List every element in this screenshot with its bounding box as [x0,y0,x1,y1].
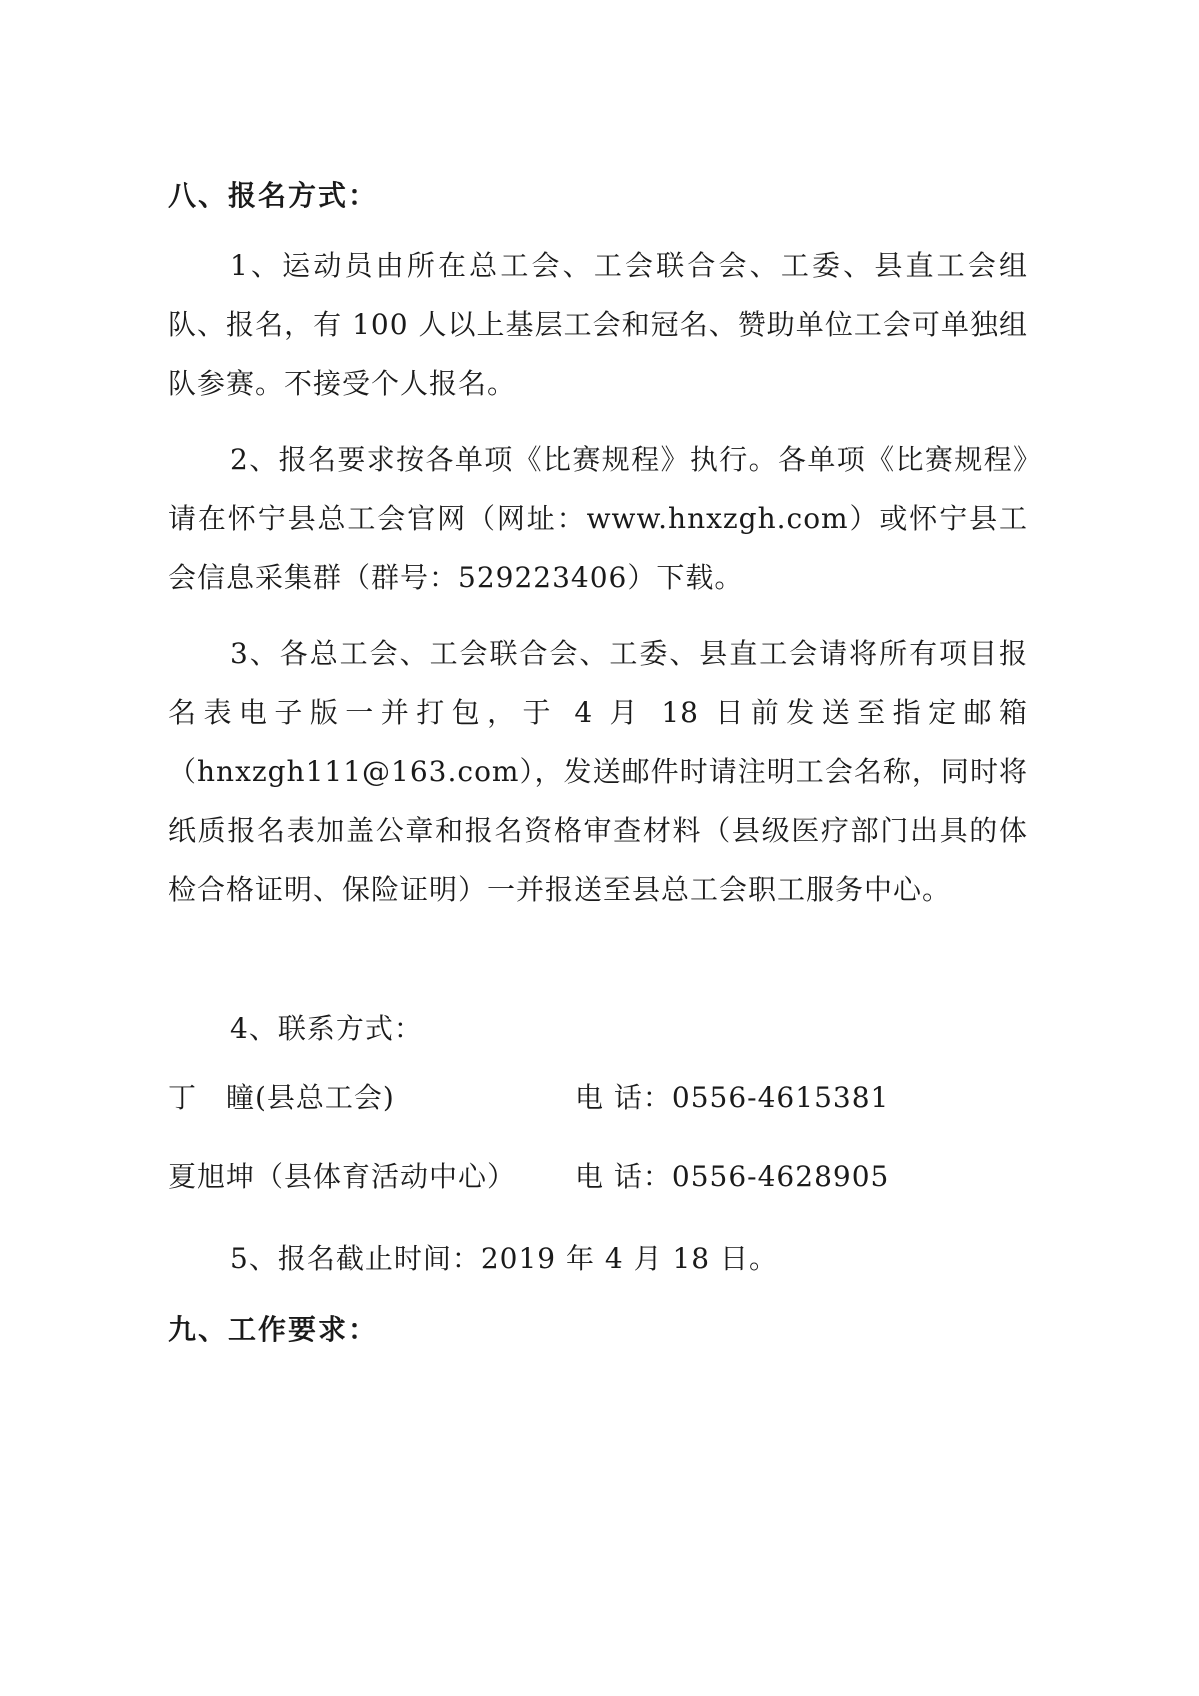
section-9-heading: 九、工作要求： [168,1313,379,1346]
contact-phone-2: 电 话：0556-4628905 [575,1160,890,1193]
section-8-heading: 八、报名方式： [168,179,379,212]
paragraph-item-1: 1、运动员由所在总工会、工会联合会、工委、县直工会组队、报名，有 100 人以上基层工会和冠名、赞助单位工会可单独组队参赛。不接受个人报名。 [168,249,1028,400]
contact-phone-1: 电 话：0556-4615381 [575,1081,890,1114]
paragraph-item-4: 4、联系方式： [230,1012,423,1045]
paragraph-item-2: 2、报名要求按各单项《比赛规程》执行。各单项《比赛规程》请在怀宁县总工会官网（网址：www.hnxzgh.com）或怀宁县工会信息采集群（群号：529223406）下载。 [168,443,1028,594]
contact-name-1: 丁 瞳(县总工会) [168,1081,395,1114]
paragraph-item-3: 3、各总工会、工会联合会、工委、县直工会请将所有项目报名表电子版一并打包，于 4 月 18 日前发送至指定邮箱（hnxzgh111@163.com），发送邮件时请注明工会名称，同时将纸质报名表加盖公章和报名资格审查材料（县级医疗部门出具的体检合格证明、保险证明）一并报送至县总工会职工服务中心。 [168,637,1028,906]
paragraph-item-5: 5、报名截止时间：2019 年 4 月 18 日。 [230,1242,779,1275]
contact-name-2: 夏旭坤（县体育活动中心） [168,1160,517,1193]
